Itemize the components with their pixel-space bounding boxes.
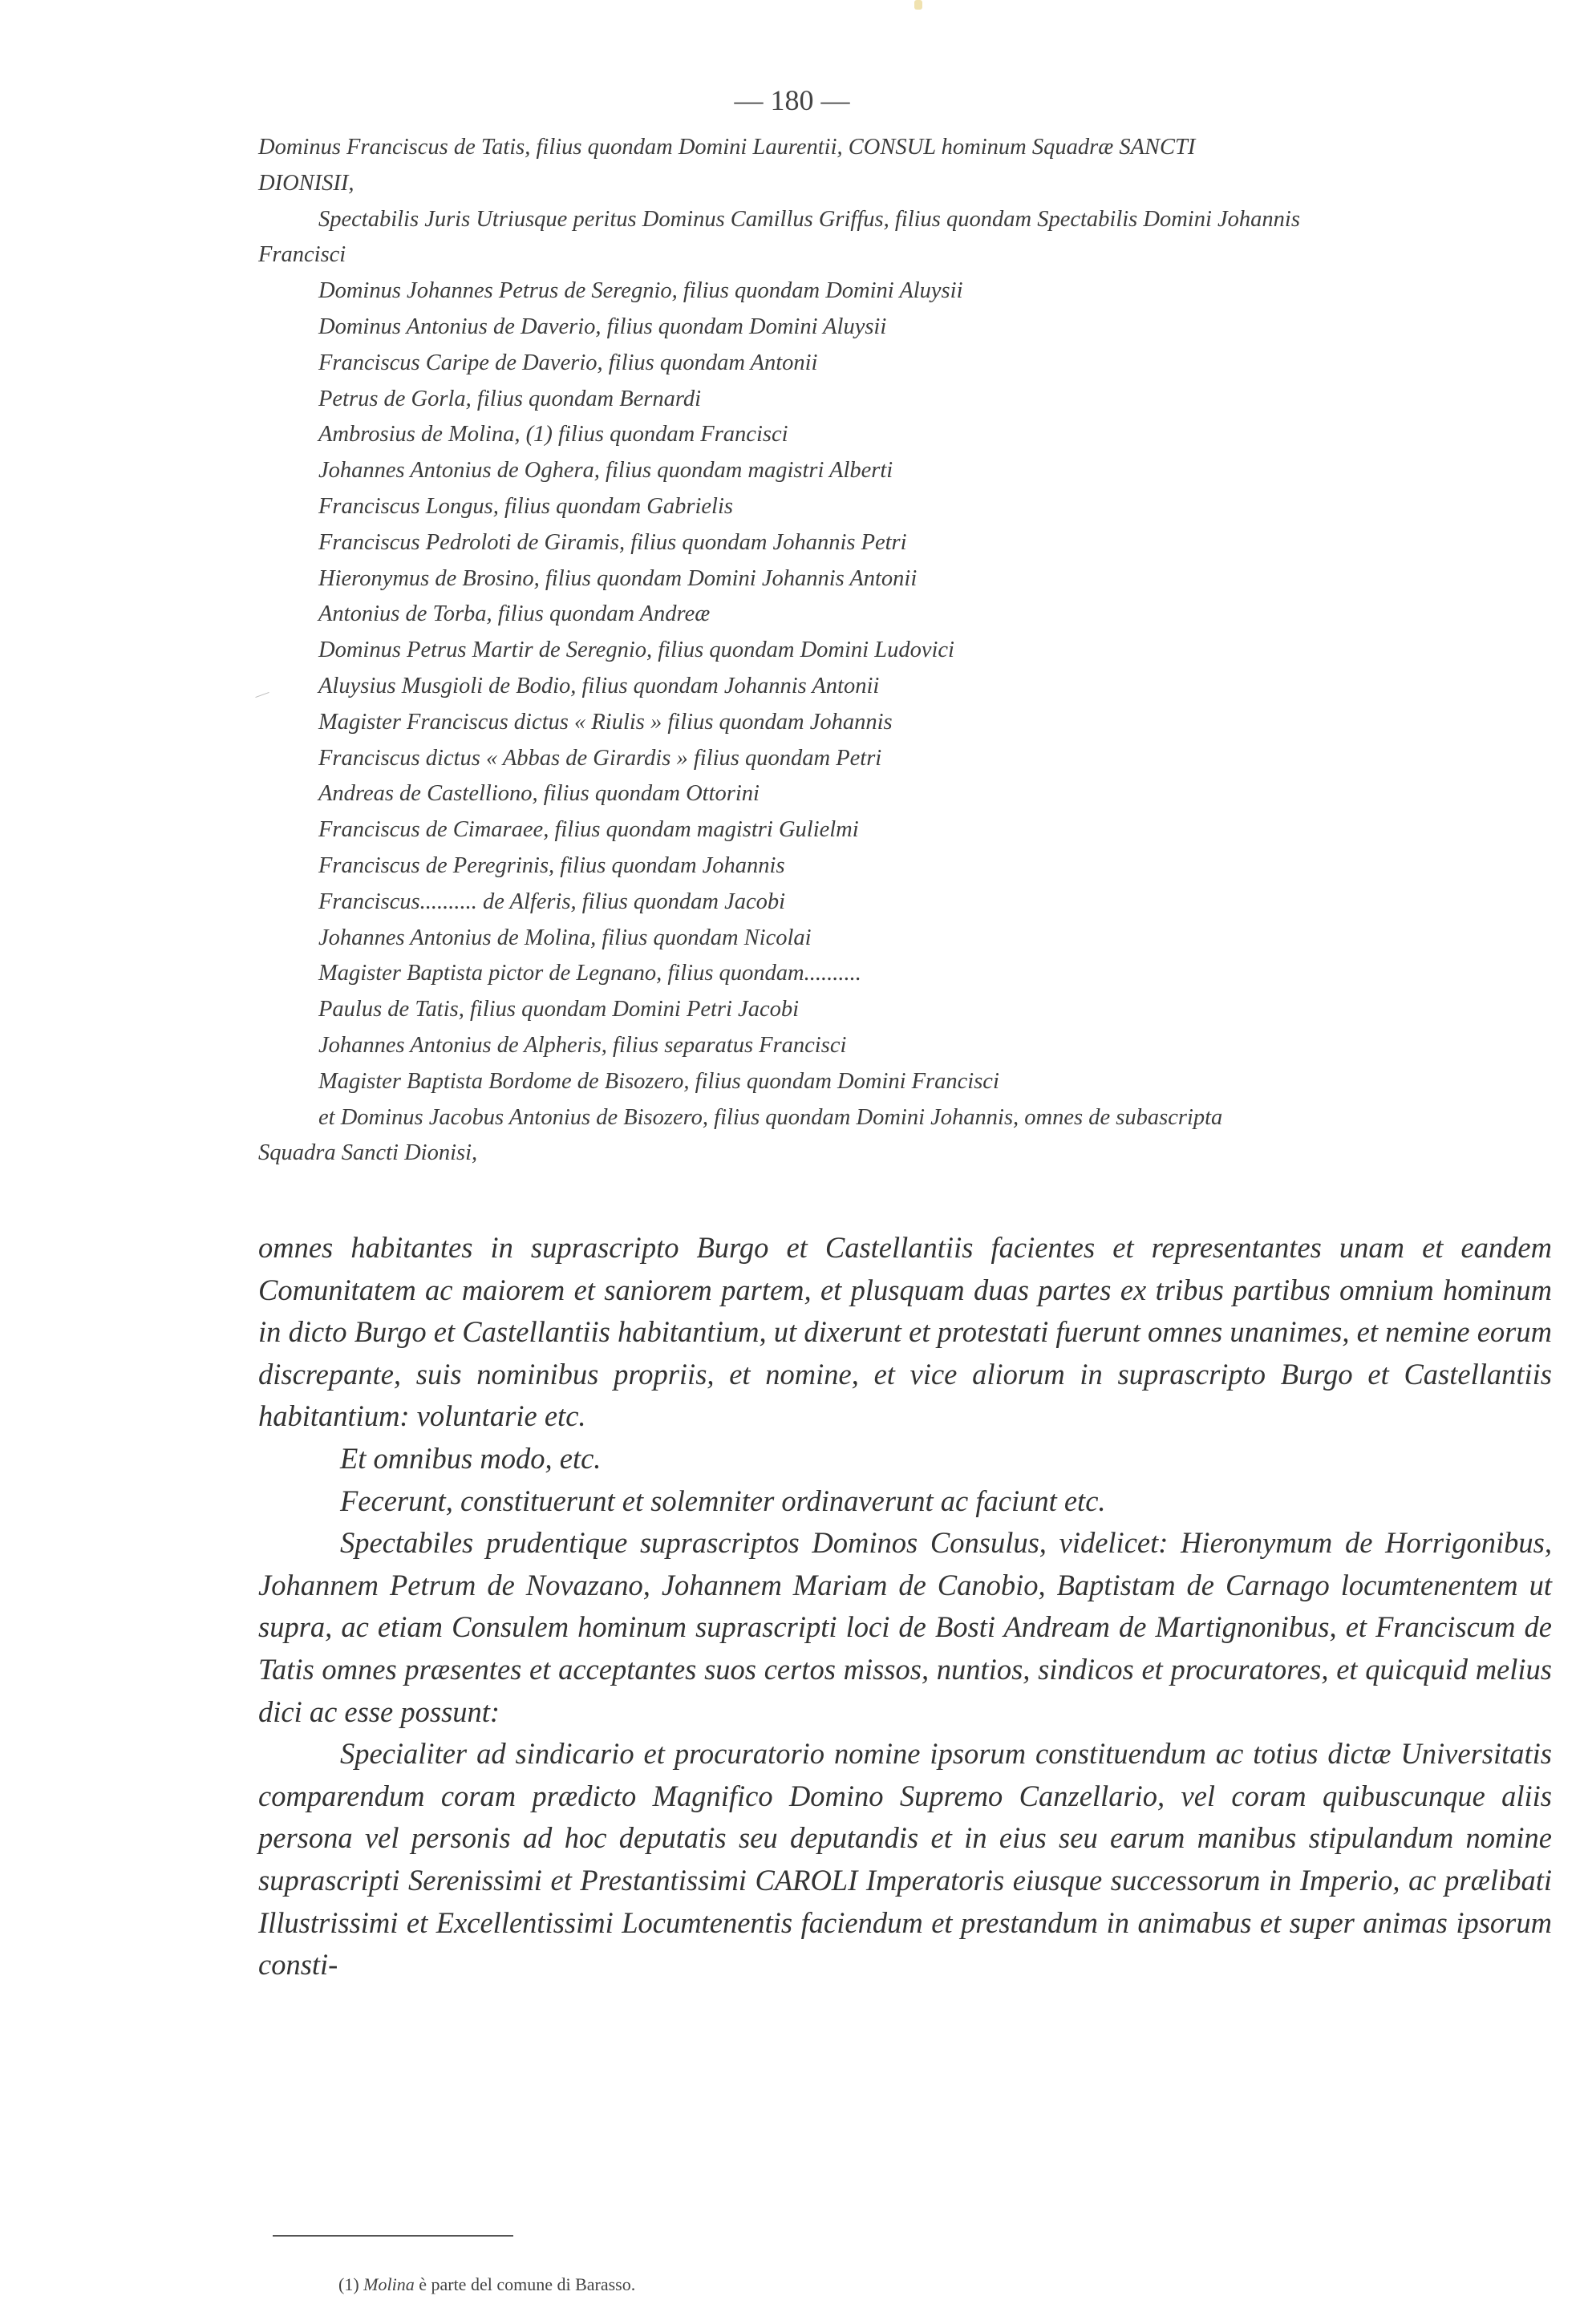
footnote-text: è parte del comune di Barasso.	[419, 2274, 636, 2294]
body-paragraph: omnes habitantes in suprascripto Burgo et Castellantiis facientes et representantes unam et eandem Comunitatem ac maiorem et saniorem partem, et plusquam duas partes ex tribus partibus omnium hominum in dicto Burgo et Castellantiis habitantium, ut dixerunt et protestati fuerunt omnes unanimes, et nemine eorum discrepante, suis nominibus propriis, et nomine, et vice aliorum in suprascripto Burgo et Castellantiis habitantium: voluntarie etc.	[258, 1231, 1552, 1433]
names-line: Franciscus Pedroloti de Giramis, filius quondam Johannis Petri	[318, 529, 907, 555]
names-line: DIONISII,	[258, 170, 354, 196]
names-line: Franciscus.......... de Alferis, filius quondam Jacobi	[318, 889, 786, 914]
names-line: Spectabilis Juris Utriusque peritus Dominus Camillus Griffus, filius quondam Spectabilis Domini Johannis	[318, 206, 1300, 232]
names-line: Johannes Antonius de Alpheris, filius separatus Francisci	[318, 1032, 847, 1058]
body-paragraph: Spectabiles prudentique suprascriptos Dominos Consulus, videlicet: Hieronymum de Horrigonibus, Johannem Petrum de Novazano, Johannem Mariam de Canobio, Baptistam de Carnago locumtenentem ut supra, ac etiam Consulem hominum suprascripti loci de Bosti Andream de Martignonibus, et Franciscum de Tatis omnes præsentes et acceptantes suos certos missos, nuntios, sindicos et procuratores, et quicquid melius dici ac esse possunt:	[258, 1526, 1552, 1728]
names-line: Magister Baptista pictor de Legnano, filius quondam..........	[318, 961, 861, 986]
footnote-place: Molina	[363, 2274, 415, 2294]
names-line: Magister Baptista Bordome de Bisozero, filius quondam Domini Francisci	[318, 1068, 999, 1094]
names-line: Ambrosius de Molina, (1) filius quondam Francisci	[318, 422, 788, 447]
names-line: Franciscus Caripe de Daverio, filius quondam Antonii	[318, 350, 818, 375]
body-paragraph: Et omnibus modo, etc.	[340, 1441, 602, 1475]
footnote	[338, 2274, 635, 2295]
names-line: Dominus Franciscus de Tatis, filius quondam Domini Laurentii, CONSUL hominum Squadræ SANCTI	[258, 135, 1196, 160]
page-number: — 180 —	[734, 84, 850, 116]
names-line: Johannes Antonius de Oghera, filius quondam magistri Alberti	[318, 458, 893, 484]
names-line: Aluysius Musgioli de Bodio, filius quondam Johannis Antonii	[318, 673, 880, 698]
names-line: Magister Franciscus dictus « Riulis » filius quondam Johannis	[318, 709, 893, 735]
footnote-rule	[273, 2235, 513, 2237]
names-line: Franciscus Longus, filius quondam Gabrielis	[318, 493, 733, 519]
names-line: Dominus Antonius de Daverio, filius quondam Domini Aluysii	[318, 314, 887, 339]
body-paragraph: Specialiter ad sindicario et procuratorio nomine ipsorum constituendum ac totius dictæ Universitatis comparendum coram prædicto Magnifico Domino Supremo Canzellario, vel coram quibuscunque aliis persona vel personis ad hoc deputatis seu deputandis et in eius seu earum manibus stipulandum nomine suprascripti Serenissimi et Prestantissimi CAROLI Imperatoris eiusque successorum in Imperio, ac prælibati Illustrissimi et Excellentissimi Locumtenentis faciendum et prestandum in animabus et super animas ipsorum consti-	[258, 1737, 1552, 1982]
names-line: Dominus Johannes Petrus de Seregnio, filius quondam Domini Aluysii	[318, 278, 963, 304]
names-line: Johannes Antonius de Molina, filius quondam Nicolai	[318, 925, 812, 950]
names-line: Franciscus de Cimaraee, filius quondam magistri Gulielmi	[318, 817, 859, 843]
names-line: Squadra Sancti Dionisi,	[258, 1140, 478, 1166]
names-line: Paulus de Tatis, filius quondam Domini Petri Jacobi	[318, 997, 800, 1022]
names-line: Hieronymus de Brosino, filius quondam Domini Johannis Antonii	[318, 565, 918, 591]
body-text	[258, 1227, 1552, 1986]
names-line: Petrus de Gorla, filius quondam Bernardi	[318, 386, 702, 411]
paper-speck	[914, 0, 922, 10]
names-line: Franciscus de Peregrinis, filius quondam Johannis	[318, 852, 785, 878]
names-line: Franciscus dictus « Abbas de Girardis » filius quondam Petri	[318, 745, 882, 771]
names-line: Dominus Petrus Martir de Seregnio, filius quondam Domini Ludovici	[318, 638, 954, 663]
footnote-marker: (1)	[338, 2274, 359, 2294]
names-list	[258, 130, 1558, 1172]
names-line: Andreas de Castelliono, filius quondam Ottorini	[318, 781, 760, 807]
names-line: et Dominus Jacobus Antonius de Bisozero, filius quondam Domini Johannis, omnes de subascripta	[318, 1104, 1223, 1130]
body-paragraph: Fecerunt, constituerunt et solemniter ordinaverunt ac faciunt etc.	[340, 1484, 1106, 1517]
names-line: Antonius de Torba, filius quondam Andreæ	[318, 601, 711, 627]
names-line: Francisci	[258, 242, 346, 268]
